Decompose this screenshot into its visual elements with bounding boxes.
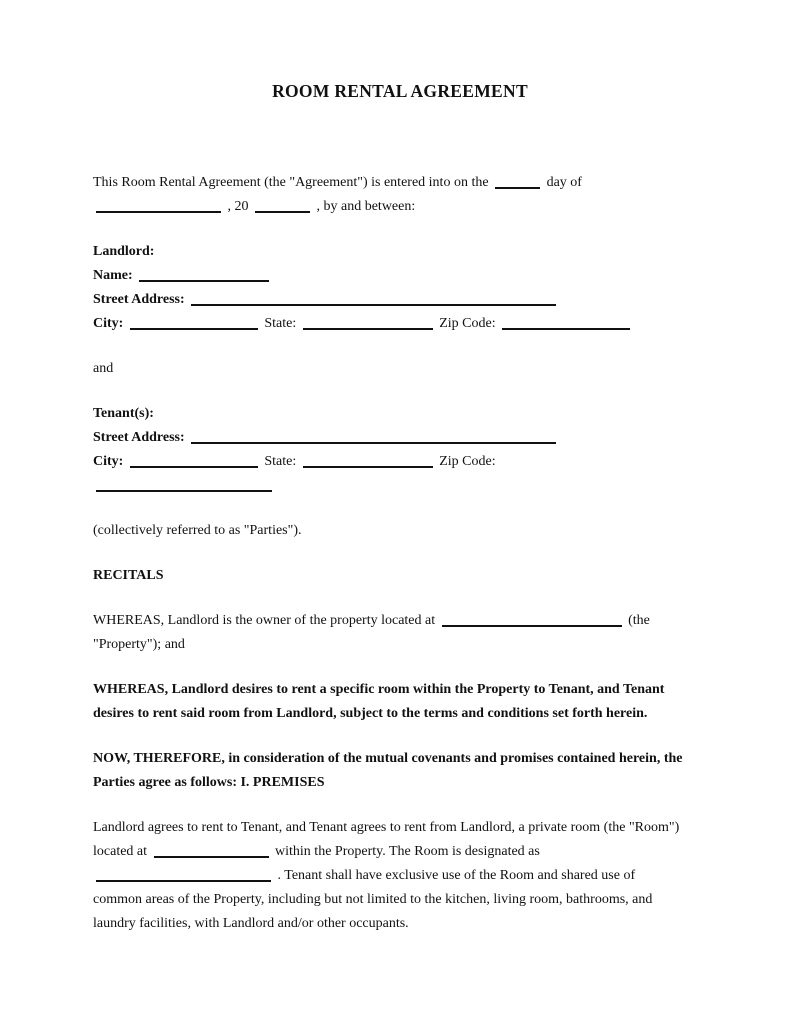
intro-paragraph xyxy=(93,171,627,219)
recitals-heading: RECITALS xyxy=(93,568,164,583)
premises-common-areas-text: common areas of the Property, including but not limited to the kitchen, living room, bathrooms, and xyxy=(93,892,653,907)
landlord-zip-label: Zip Code: xyxy=(439,316,496,331)
tenant-zip-line xyxy=(93,474,627,498)
whereas-rent-paragraph xyxy=(93,678,665,726)
landlord-name-line xyxy=(93,264,627,288)
tenant-street-label: Street Address: xyxy=(93,430,185,445)
landlord-city-line xyxy=(93,312,627,336)
landlord-section xyxy=(93,240,627,336)
tenant-city-label: City: xyxy=(93,454,124,469)
tenant-heading-line xyxy=(93,402,627,426)
intro-year-prefix-text: , 20 xyxy=(227,199,249,214)
intro-opening-text: This Room Rental Agreement (the "Agreement") is entered into on the xyxy=(93,175,489,190)
tenant-section xyxy=(93,402,627,498)
tenant-street-line xyxy=(93,426,627,450)
document-title: ROOM RENTAL AGREEMENT xyxy=(272,81,528,101)
whereas-property-paragraph xyxy=(93,609,650,657)
landlord-name-blank[interactable] xyxy=(139,270,269,282)
tenant-city-line xyxy=(93,450,627,474)
landlord-city-label: City: xyxy=(93,316,124,331)
premises-located-at-text: located at xyxy=(93,844,148,859)
landlord-heading-line xyxy=(93,240,627,264)
whereas-property-suffix-text: (the xyxy=(628,613,650,628)
tenant-zip-blank[interactable] xyxy=(96,480,272,492)
year-blank[interactable] xyxy=(255,201,310,213)
tenant-street-address-blank[interactable] xyxy=(191,432,556,444)
premises-line1-text: Landlord agrees to rent to Tenant, and Tenant agrees to rent from Landlord, a private room (the "Room") xyxy=(93,820,680,835)
month-blank[interactable] xyxy=(96,201,221,213)
landlord-state-label: State: xyxy=(264,316,297,331)
whereas-property-text: WHEREAS, Landlord is the owner of the property located at xyxy=(93,613,436,628)
whereas-rent-line1-text: WHEREAS, Landlord desires to rent a specific room within the Property to Tenant, and Tenant xyxy=(93,682,665,697)
landlord-street-address-blank[interactable] xyxy=(191,294,556,306)
intro-day-of-text: day of xyxy=(546,175,582,190)
property-address-blank[interactable] xyxy=(442,615,622,627)
landlord-name-label: Name: xyxy=(93,268,133,283)
day-blank[interactable] xyxy=(495,177,540,189)
room-designation-blank[interactable] xyxy=(96,870,271,882)
landlord-city-blank[interactable] xyxy=(130,318,258,330)
tenant-city-blank[interactable] xyxy=(130,456,258,468)
premises-paragraph xyxy=(93,816,680,936)
landlord-zip-blank[interactable] xyxy=(502,318,630,330)
tenant-heading: Tenant(s): xyxy=(93,406,154,421)
now-therefore-paragraph xyxy=(93,747,683,795)
tenant-state-blank[interactable] xyxy=(303,456,433,468)
landlord-street-label: Street Address: xyxy=(93,292,185,307)
landlord-state-blank[interactable] xyxy=(303,318,433,330)
premises-exclusive-use-text: . Tenant shall have exclusive use of the Room and shared use of xyxy=(277,868,636,883)
premises-laundry-text: laundry facilities, with Landlord and/or other occupants. xyxy=(93,916,409,931)
parties-note: (collectively referred to as "Parties"). xyxy=(93,523,302,538)
intro-closing-text: , by and between: xyxy=(316,199,416,214)
tenant-zip-label: Zip Code: xyxy=(439,454,496,469)
now-therefore-line1-text: NOW, THEREFORE, in consideration of the mutual covenants and promises contained herein, the xyxy=(93,751,683,766)
conjunction-text: and xyxy=(93,361,114,376)
premises-designated-as-text: within the Property. The Room is designated as xyxy=(275,844,540,859)
room-location-blank[interactable] xyxy=(154,846,269,858)
tenant-state-label: State: xyxy=(264,454,297,469)
whereas-property-line2-text: "Property"); and xyxy=(93,637,185,652)
landlord-street-line xyxy=(93,288,627,312)
whereas-rent-line2-text: desires to rent said room from Landlord, subject to the terms and conditions set forth herein. xyxy=(93,706,648,721)
now-therefore-line2-text: Parties agree as follows: I. PREMISES xyxy=(93,775,325,790)
landlord-heading: Landlord: xyxy=(93,244,155,259)
